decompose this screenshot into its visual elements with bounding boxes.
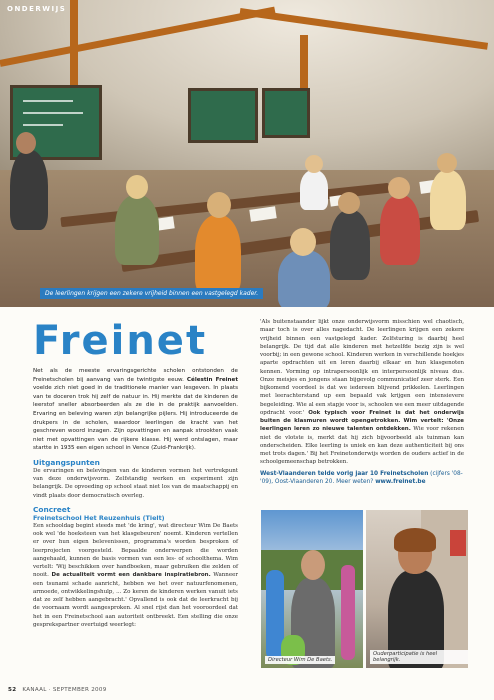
child-figure <box>300 170 328 210</box>
person-head <box>388 177 410 199</box>
paragraph-uitgangspunten: De ervaringen en belevingen van de kinderen vormen het vertrekpunt van deze onderwijsvorm. Zelfstandig werken en experiment zijn belangrijk. De opvoeding op school staat niet los van de maatschappij en vindt plaats door democratisch overleg. <box>33 467 238 499</box>
article-title: Freinet <box>33 318 208 364</box>
roof-beam <box>300 35 308 95</box>
body-highlight: De actualiteit vormt een dankbare inspiratiebron. <box>51 572 211 579</box>
person-head <box>207 192 231 218</box>
info-box-heading: West-Vlaanderen telde vorig jaar 10 Freinetscholen <box>260 470 429 477</box>
person-head <box>338 192 360 214</box>
intro-paragraph <box>33 367 238 453</box>
intro-text: voelde zich niet goed in de traditionele manier van lesgeven. In plaats van te doceren trok hij zelf de natuur in. Hij merkte dat de kinderen de leerstof sneller absorbeerden als ze die in de praktijk aanvoelden. Ervaring en beleving waren zijn belangrijke pijlers. Hij introduceerde de drukpers in de scholen, waardoor leerlingen de kracht van het geschreven woord inzagen. Zijn opvattingen en aanpak strookten vaak niet met opvattingen van de rijkere klasse. Hij werd ontslagen, maar startte in 1935 een eigen school in Vence (Zuid-Frankrijk). <box>33 385 238 452</box>
page-footer <box>8 687 107 693</box>
body-text: Een schooldag begint steeds met 'de kring', wat directeur Wim De Baets ook wel 'de hoeksteen van het klasgebeuren' noemt. Kinderen vertellen er over hun eigen belevenissen, programma's worden besproken of leerprojecten voorgesteld. Bepaalde onderwerpen die worden aangehaald, kunnen de basis vormen van een les- of schoolthema. Wim vertelt: 'Wij beschikken over handboeken, maar gebruiken die zelden of nooit. <box>33 522 238 579</box>
info-box <box>260 470 464 487</box>
body-text: 'Als buitenstaander lijkt onze onderwijsvorm misschien wel chaotisch, maar toch is over alles nagedacht. De leerlingen krijgen een zekere vrijheid binnen een vastgelegd kader. Zelfsturing is daarbij heel belangrijk. De tijd dat alle kinderen met hetzelfde bezig zijn is wel voorbij; in een gewone school. Kinderen werken in verschillende hoekjes aparte opdrachten uit en leren daarbij elkaar en hun klasgenoten kennen. Vorming op intrapersoonlijk en interpersoonlijk niveau dus. Onze meisjes en jongens staan bijgevolg communicatief zeer sterk. Een bijkomend voordeel is dat we iedereen blijvend prikkelen. Leerlingen met leerachterstand up een bepaald vak krijgen een intensievere begeleiding. Wie al een stapje voor is, schoolen we een meer uitdagende opdracht voor.' <box>260 319 464 416</box>
person-head <box>16 132 36 154</box>
paragraph-right <box>260 318 464 467</box>
person-head <box>126 175 148 199</box>
heading-uitgangspunten: Uitgangspunten <box>33 457 100 467</box>
right-column <box>260 318 464 486</box>
person-head <box>301 550 325 580</box>
info-box-text: (cijfers '08-'09), Oost-Vlaanderen 20. Meer weten? <box>260 470 463 485</box>
child-figure <box>380 195 420 265</box>
paragraph-school <box>33 522 238 629</box>
teacher-figure <box>10 150 48 230</box>
child-figure <box>330 210 370 280</box>
freinet-link[interactable]: www.freinet.be <box>375 478 426 485</box>
body-text: Wanneer een tsunami schade aanricht, hebben we het over natuurfenomenen, armoede, ontwikkelingshulp, ... Zo keren de kinderen werken vanuit iets dat ze zelf hebben aangebracht.' Opvallend is ook dat de leerkracht bij de voornaam wordt aangesproken. Al snel rijst dan het vooroordeel dat het in een Freinetschool aan autoriteit ontbreekt. Een stelling die onze gesprekspartner overtuigd weerlegt: <box>33 572 238 628</box>
chalkboard <box>188 88 258 143</box>
photo-director <box>261 510 363 668</box>
photo-caption: Directeur Wim De Baets. <box>265 656 335 664</box>
page-number: 52 <box>8 687 17 693</box>
body-highlight: Ook typisch voor Freinet is dat het onderwijs buiten de klasmuren wordt opengetrokken. Wim vertelt: 'Onze leerlingen leren zo nieuwe talenten ontdekken. <box>260 409 464 433</box>
photo-caption: Ouderparticipatie is heel belangrijk. <box>370 650 468 664</box>
person-head <box>437 153 457 173</box>
child-figure <box>278 250 330 307</box>
person-head <box>305 155 323 173</box>
hero-caption: De leerlingen krijgen een zekere vrijheid binnen een vastgelegd kader. <box>40 288 263 299</box>
left-column <box>33 367 238 629</box>
body-text: Wie voor rekenen niet de vlotste is, merkt dat hij zich bijvoorbeeld als tuinman kan onderscheiden. Elke leerling is uniek en kan deze authenticiteit bij ons met trots dagen.' Bij het Freinetonderwijs worden de ouders actief in de schoolgemeenschap betrokken. <box>260 426 464 466</box>
child-figure <box>195 215 241 295</box>
intro-name: Célestin Freinet <box>186 376 239 383</box>
photo-parent <box>366 510 468 668</box>
child-figure <box>115 195 159 265</box>
poster <box>450 530 466 556</box>
child-figure <box>430 170 466 230</box>
heading-school: Freinetschool Het Reuzenhuis (Tielt) <box>33 513 165 522</box>
person-head <box>290 228 316 256</box>
hero-photo <box>0 0 494 307</box>
chalkboard <box>262 88 310 138</box>
intro-text: Net als de meeste ervaringsgerichte scholen ontstonden de Freinetscholen bij aanvang van de twintigste eeuw. <box>33 368 238 383</box>
heading-concreet: Concreet <box>33 504 71 514</box>
hair <box>394 528 436 552</box>
section-label: ONDERWIJS <box>7 5 67 13</box>
playground-pillar <box>341 565 355 660</box>
magazine-issue: KANAAL · SEPTEMBER 2009 <box>22 687 107 693</box>
